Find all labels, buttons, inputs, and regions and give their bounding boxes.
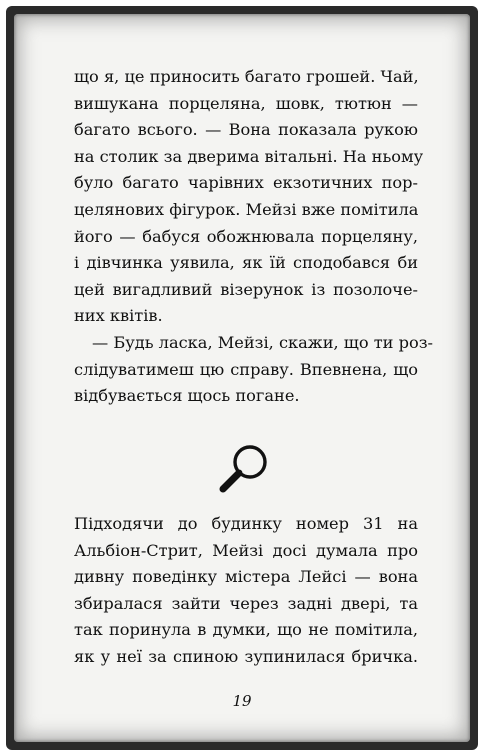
text-line: Альбіон-Стрит, Мейзі досі думала про (74, 540, 418, 560)
text-line: було багато чарівних екзотичних пор- (74, 173, 418, 193)
text-line: відбувається щось погане. (74, 386, 300, 406)
text-line: і дівчинка уявила, як їй сподобався би (74, 253, 418, 273)
text-line: них квітів. (74, 306, 163, 326)
text-section-bottom (74, 511, 418, 671)
page-number: 19 (232, 692, 252, 710)
paragraph-3 (74, 511, 418, 671)
text-line: дивну поведінку містера Лейсі — вона (74, 567, 418, 587)
text-line: цей вигадливий візерунок із позолоче- (74, 279, 418, 299)
text-line: слідуватимеш цю справу. Впевнена, що (74, 359, 418, 379)
text-line: — Будь ласка, Мейзі, скажи, що ти роз- (92, 332, 434, 352)
text-line: на столик за дверима вітальні. На ньому (74, 146, 424, 166)
text-line: багато всього. — Вона показала рукою (74, 120, 418, 140)
paragraph-2 (74, 330, 434, 410)
paragraph-1 (74, 64, 424, 330)
text-line: вишукана порцеляна, шовк, тютюн — (74, 93, 418, 113)
text-line: як у неї за спиною зупинилася бричка. (74, 646, 418, 666)
text-line: Підходячи до будинку номер 31 на (74, 514, 418, 533)
text-line: так поринула в думки, що не помітила, (74, 620, 418, 640)
text-line: целянових фігурок. Мейзі вже помітила (74, 199, 419, 219)
magnifying-glass-icon (218, 441, 272, 495)
text-section-top (74, 64, 434, 410)
text-line: що я, це приносить багато грошей. Чай, (74, 67, 419, 86)
text-line: його — бабуся обожнювала порцеляну, (74, 226, 418, 246)
text-line: збиралася зайти через задні двері, та (74, 593, 418, 613)
